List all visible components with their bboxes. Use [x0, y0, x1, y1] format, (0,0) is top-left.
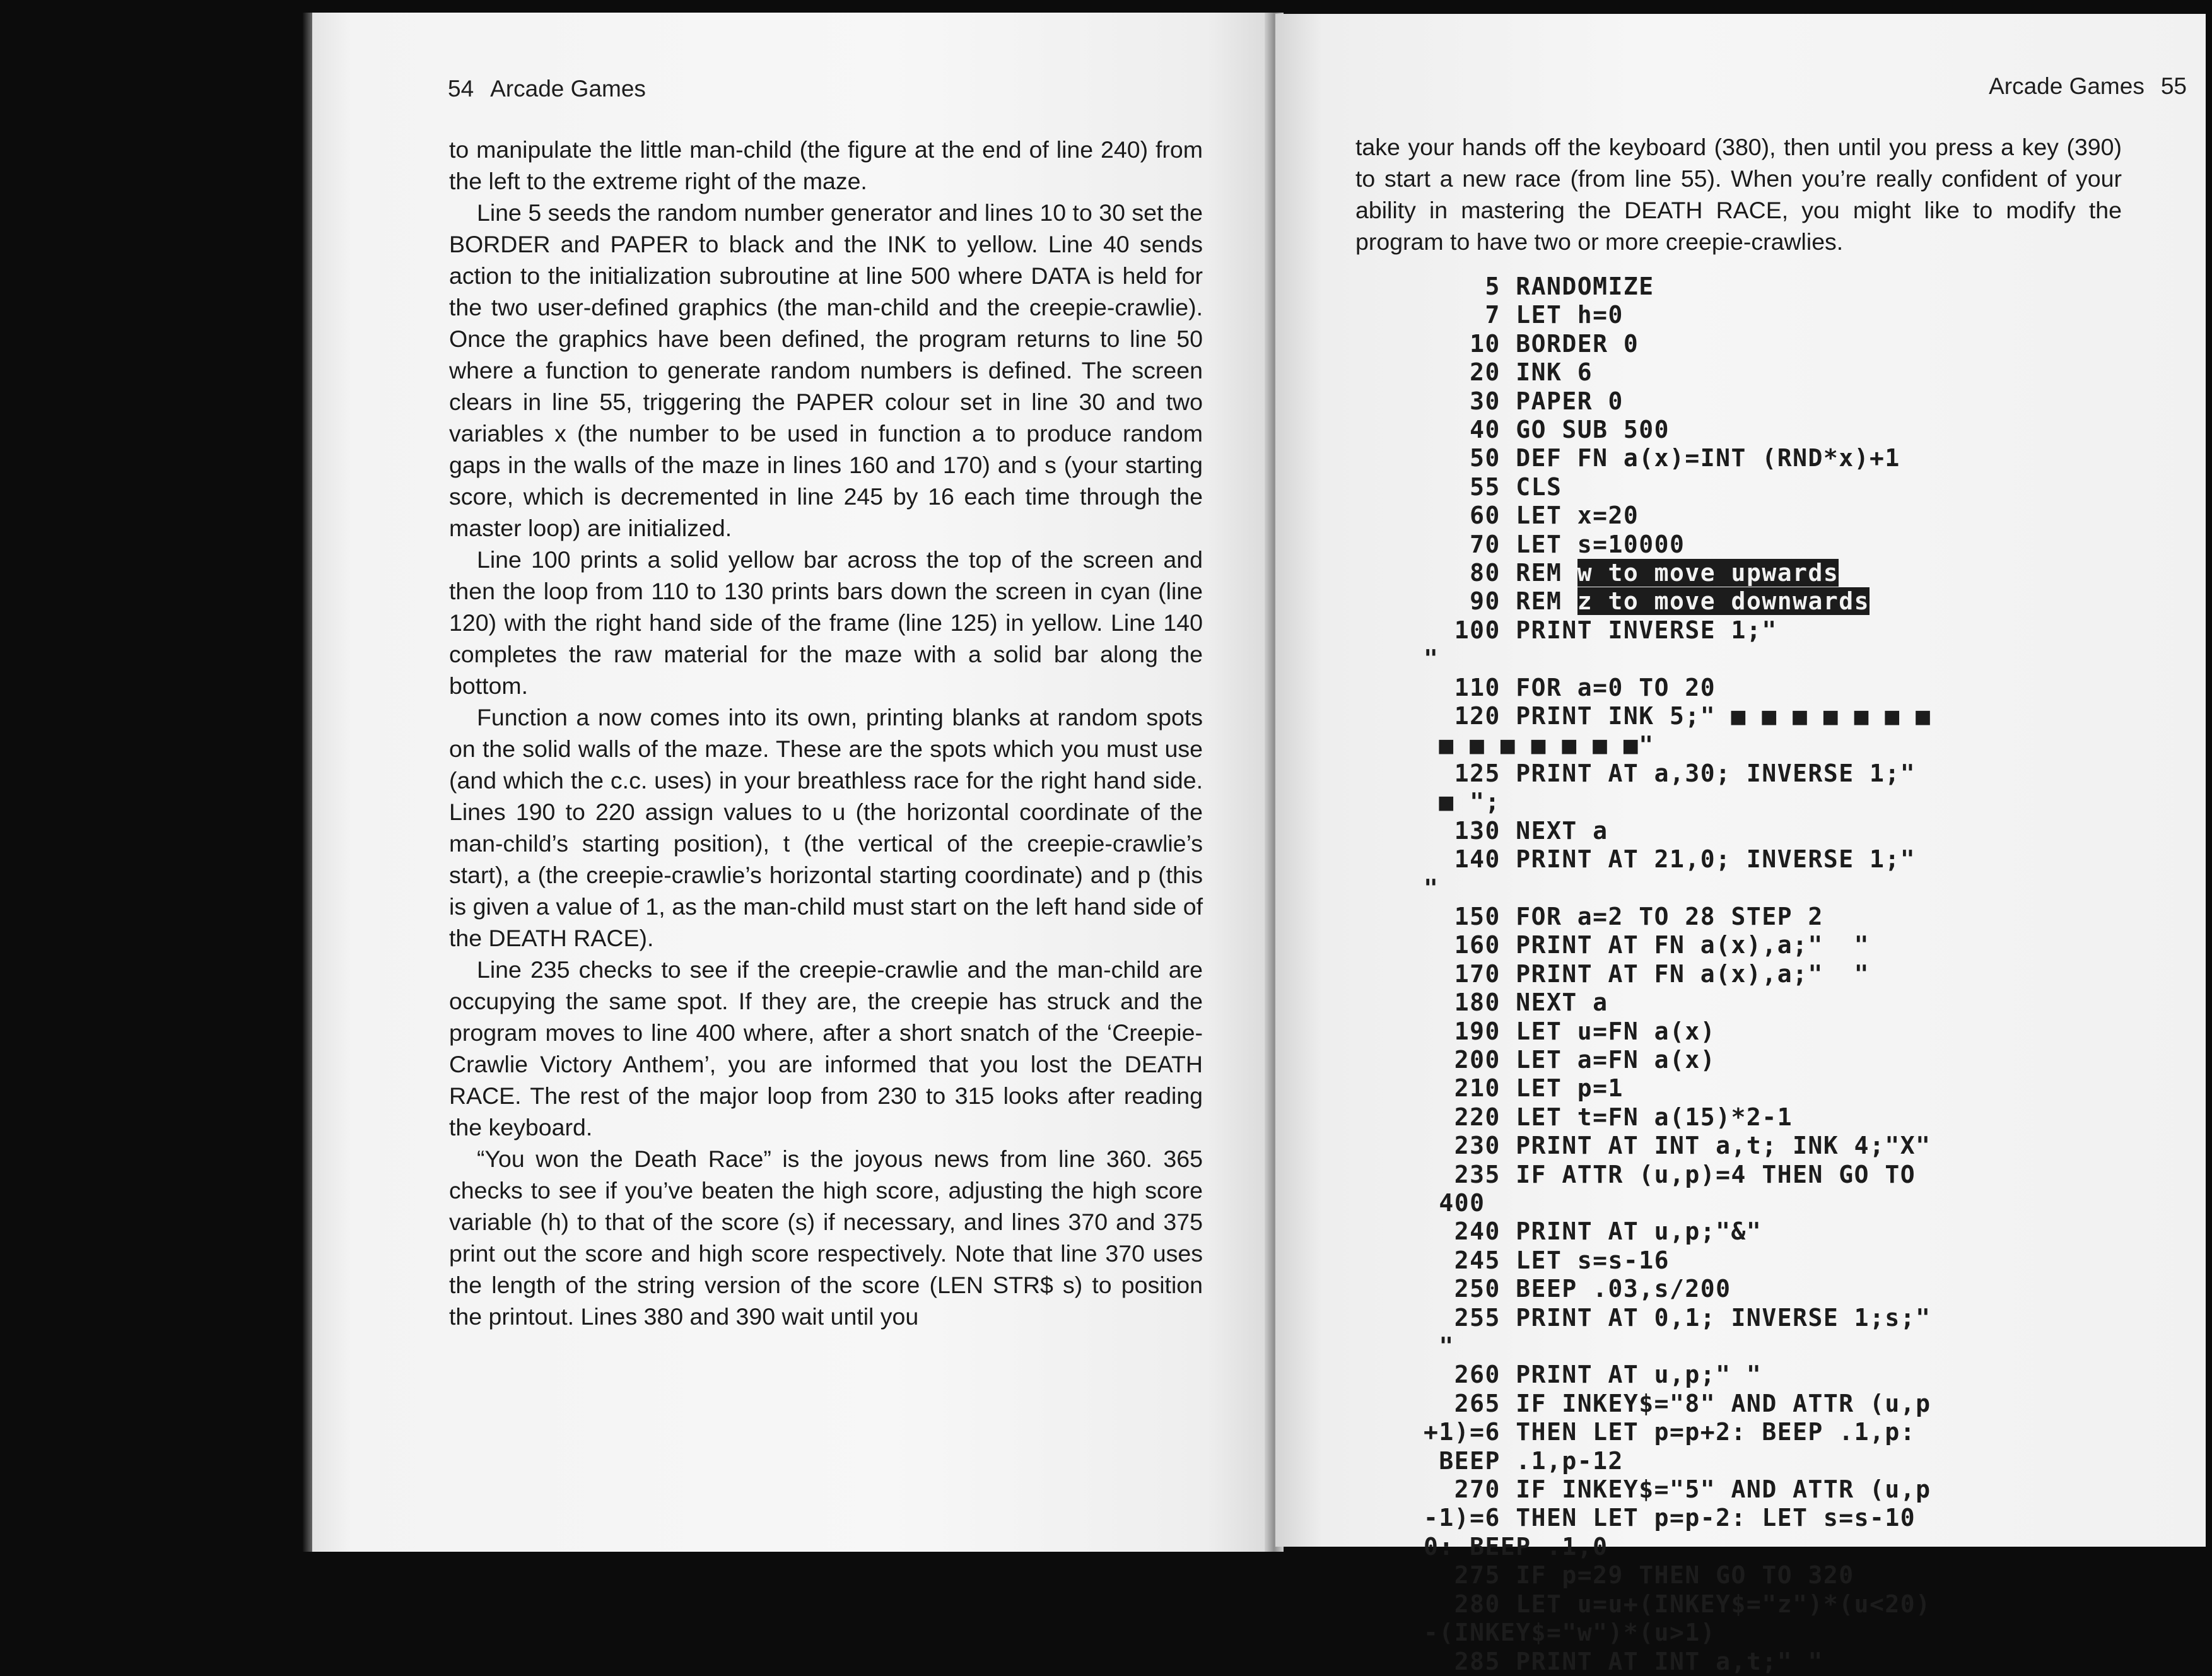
rem-inverse-text: z to move downwards: [1577, 587, 1870, 616]
code-line: 235 IF ATTR (u,p)=4 THEN GO TO: [1424, 1160, 1916, 1188]
code-line: -(INKEY$="w")*(u>1): [1424, 1619, 1716, 1647]
code-line: ": [1424, 874, 1439, 902]
code-line-rem-80: [1424, 559, 2168, 587]
left-body-text: [449, 134, 1203, 1332]
code-line: 40 GO SUB 500: [1424, 416, 1670, 444]
code-line: ■ ■ ■ ■ ■ ■ ■": [1424, 730, 1654, 759]
code-line: ": [1424, 645, 1439, 673]
code-line: 255 PRINT AT 0,1; INVERSE 1;s;": [1424, 1303, 1931, 1332]
code-line: 0: BEEP .1,0: [1424, 1532, 1608, 1561]
paragraph: to manipulate the little man-child (the figure at the end of line 240) from the left to the extreme right of the maze.: [449, 136, 1203, 194]
code-line: 260 PRINT AT u,p;" ": [1424, 1361, 1762, 1389]
right-page-header: [1989, 73, 2187, 100]
code-line: ": [1424, 1332, 1454, 1361]
page-number: 55: [2160, 73, 2187, 99]
paragraph: Line 100 prints a solid yellow bar across the top of the screen and then the loop from 110 to 130 prints bars down the screen in cyan (line 120) with the right hand side of the frame (line 125) in yellow. Line 140 completes the raw material for the maze with a solid bar along the bottom.: [449, 546, 1203, 699]
code-line: 120 PRINT INK 5;" ■ ■ ■ ■ ■ ■ ■: [1424, 702, 1931, 730]
code-line: 10 BORDER 0: [1424, 329, 1639, 358]
code-line-prefix: 90 REM: [1424, 587, 1577, 616]
code-line: ■ ";: [1424, 788, 1501, 816]
code-line: 240 PRINT AT u,p;"&": [1424, 1217, 1762, 1246]
code-line: 200 LET a=FN a(x): [1424, 1045, 1716, 1074]
code-line: BEEP .1,p-12: [1424, 1446, 1624, 1475]
code-line: 280 LET u=u+(INKEY$="z")*(u<20): [1424, 1590, 1931, 1618]
code-line: 285 PRINT AT INT a,t;" ": [1424, 1647, 1823, 1675]
code-line: 140 PRINT AT 21,0; INVERSE 1;": [1424, 845, 1916, 874]
paragraph: Function a now comes into its own, printing blanks at random spots on the solid walls of the maze. These are the spots which you must use (and which the c.c. uses) in your breathless race for the right hand side. Lines 190 to 220 assign values to u (the horizontal coordinate of the man-child’s starting position), t (the vertical of the creepie-crawlie’s start), a (the creepie-crawlie’s horizontal starting coordinate) and p (this is given a value of 1, as the man-child must start on the left hand side of the DEATH RACE).: [449, 704, 1203, 951]
code-line: 7 LET h=0: [1424, 301, 1624, 329]
code-line: 60 LET x=20: [1424, 501, 1639, 530]
code-line: 245 LET s=s-16: [1424, 1246, 1670, 1274]
code-line: 170 PRINT AT FN a(x),a;" ": [1424, 959, 1870, 988]
paragraph: Line 5 seeds the random number generator and lines 10 to 30 set the BORDER and PAPER to black and the INK to yellow. Line 40 sends action to the initialization subroutine at line 500 where DATA is held for the two user-defined graphics (the man-child and the creepie-crawlie). Once the graphics have been defined, the program returns to line 50 where a function to generate random numbers is defined. The screen clears in line 55, triggering the PAPER colour set in line 30 and two variables x (the number to be used in function a to produce random gaps in the walls of the maze in lines 160 and 170) and s (your starting score, which is decremented in line 245 by 16 each time through the master loop) are initialized.: [449, 199, 1203, 541]
code-line: 100 PRINT INVERSE 1;": [1424, 616, 1777, 644]
code-line: 270 IF INKEY$="5" AND ATTR (u,p: [1424, 1475, 1931, 1504]
paragraph: Line 235 checks to see if the creepie-crawlie and the man-child are occupying the same spot. If they are, the creepie has struck and the program moves to line 400 where, after a short snatch of the ‘Creepie-Crawlie Victory Anthem’, you are informed that you lost the DEATH RACE. The rest of the major loop from 230 to 315 looks after reading the keyboard.: [449, 956, 1203, 1140]
page-number: 54: [448, 76, 474, 102]
basic-program-listing: [1424, 272, 2168, 1676]
code-line: 230 PRINT AT INT a,t; INK 4;"X": [1424, 1132, 1931, 1160]
rem-inverse-text: w to move upwards: [1577, 559, 1839, 587]
code-line: 110 FOR a=0 TO 20: [1424, 673, 1716, 701]
code-line: 180 NEXT a: [1424, 988, 1608, 1017]
code-line: 190 LET u=FN a(x): [1424, 1017, 1716, 1045]
code-line: 5 RANDOMIZE: [1424, 272, 1654, 300]
code-line-rem-90: [1424, 587, 2168, 616]
left-page: [312, 13, 1274, 1552]
code-line: 210 LET p=1: [1424, 1074, 1624, 1103]
paragraph: take your hands off the keyboard (380), then until you press a key (390) to start a new race (from line 55). When you’re really confident of your ability in mastering the DEATH RACE, you might like to modify the program to have two or more creepie-crawlies.: [1355, 134, 2122, 255]
code-line: 400: [1424, 1189, 1485, 1217]
code-line: 265 IF INKEY$="8" AND ATTR (u,p: [1424, 1389, 1931, 1417]
running-head: Arcade Games: [1989, 73, 2145, 99]
code-line: 150 FOR a=2 TO 28 STEP 2: [1424, 902, 1823, 930]
code-line: 125 PRINT AT a,30; INVERSE 1;": [1424, 759, 1916, 787]
code-line: 30 PAPER 0: [1424, 387, 1624, 415]
code-line: 20 INK 6: [1424, 358, 1593, 387]
code-line: +1)=6 THEN LET p=p+2: BEEP .1,p:: [1424, 1418, 1916, 1446]
running-head: Arcade Games: [490, 76, 646, 102]
code-line: 70 LET s=10000: [1424, 530, 1685, 558]
paragraph: “You won the Death Race” is the joyous news from line 360. 365 checks to see if you’ve beaten the high score, adjusting the high score variable (h) to that of the score (s) if necessary, and lines 370 and 375 print out the score and high score respectively. Note that line 370 uses the length of the string version of the score (LEN STR$ s) to position the printout. Lines 380 and 390 wait until you: [449, 1146, 1203, 1330]
code-line: 50 DEF FN a(x)=INT (RND*x)+1: [1424, 444, 1900, 472]
code-line: 160 PRINT AT FN a(x),a;" ": [1424, 931, 1870, 959]
code-line: 275 IF p=29 THEN GO TO 320: [1424, 1561, 1854, 1590]
code-line: -1)=6 THEN LET p=p-2: LET s=s-10: [1424, 1504, 1916, 1532]
code-line: 250 BEEP .03,s/200: [1424, 1275, 1731, 1303]
left-page-header: [448, 76, 646, 102]
right-body-text: [1355, 131, 2122, 257]
code-line: 55 CLS: [1424, 472, 1562, 501]
code-line-prefix: 80 REM: [1424, 559, 1577, 587]
code-line: 130 NEXT a: [1424, 816, 1608, 845]
right-page: [1275, 14, 2206, 1675]
code-line: 220 LET t=FN a(15)*2-1: [1424, 1103, 1793, 1131]
